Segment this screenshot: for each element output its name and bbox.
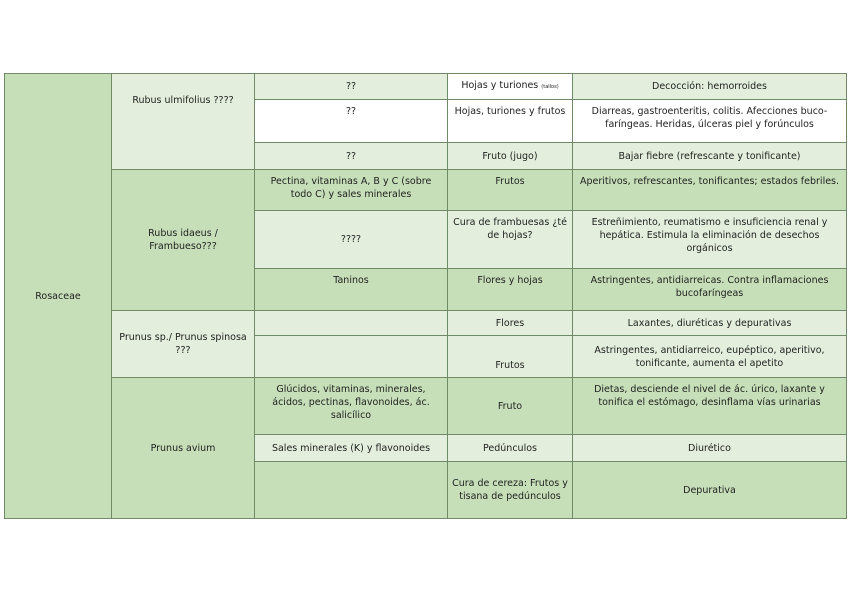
compounds-cell: Pectina, vitaminas A, B y C (sobre todo C) y sales minerales <box>255 170 448 211</box>
part-note: (tallos) <box>541 84 559 90</box>
compounds-cell: Taninos <box>255 269 448 311</box>
species-cell: Rubus idaeus / Frambueso??? <box>112 170 255 311</box>
part-cell: Flores y hojas <box>448 269 573 311</box>
use-cell: Bajar fiebre (refrescante y tonificante) <box>573 143 847 170</box>
part-cell: Cura de cereza: Frutos y tisana de pedúnculos <box>448 462 573 519</box>
compounds-cell: ???? <box>255 211 448 269</box>
table-row <box>5 378 847 435</box>
part-cell: Frutos <box>448 336 573 378</box>
species-cell: Rubus ulmifolius ???? <box>112 74 255 170</box>
part-cell: Fruto <box>448 378 573 435</box>
compounds-cell <box>255 311 448 336</box>
use-cell: Laxantes, diuréticas y depurativas <box>573 311 847 336</box>
part-text: Hojas y turiones <box>461 80 539 91</box>
use-cell: Astringentes, antidiarreicas. Contra inflamaciones bucofaríngeas <box>573 269 847 311</box>
part-cell: Pedúnculos <box>448 435 573 462</box>
compounds-cell: ?? <box>255 143 448 170</box>
use-cell: Depurativa <box>573 462 847 519</box>
part-cell: Fruto (jugo) <box>448 143 573 170</box>
part-cell: Flores <box>448 311 573 336</box>
part-cell <box>448 74 573 100</box>
species-cell: Prunus avium <box>112 378 255 519</box>
part-cell: Frutos <box>448 170 573 211</box>
compounds-cell: Sales minerales (K) y flavonoides <box>255 435 448 462</box>
use-cell: Diurético <box>573 435 847 462</box>
use-cell: Dietas, desciende el nivel de ác. úrico, laxante y tonifica el estómago, desinflama vías urinarias <box>573 378 847 435</box>
table-row <box>5 170 847 211</box>
family-cell: Rosaceae <box>5 74 112 519</box>
table-row <box>5 311 847 336</box>
part-cell: Cura de frambuesas ¿té de hojas? <box>448 211 573 269</box>
compounds-cell: ?? <box>255 74 448 100</box>
plants-table <box>4 73 847 519</box>
species-cell: Prunus sp./ Prunus spinosa ??? <box>112 311 255 378</box>
compounds-cell <box>255 462 448 519</box>
compounds-cell: ?? <box>255 100 448 143</box>
compounds-cell <box>255 336 448 378</box>
use-cell: Estreñimiento, reumatismo e insuficiencia renal y hepática. Estimula la eliminación de desechos orgánicos <box>573 211 847 269</box>
use-cell: Astringentes, antidiarreico, eupéptico, aperitivo, tonificante, aumenta el apetito <box>573 336 847 378</box>
compounds-cell: Glúcidos, vitaminas, minerales, ácidos, pectinas, flavonoides, ác. salicílico <box>255 378 448 435</box>
use-cell: Aperitivos, refrescantes, tonificantes; estados febriles. <box>573 170 847 211</box>
use-cell: Decocción: hemorroides <box>573 74 847 100</box>
table-row <box>5 74 847 100</box>
part-cell: Hojas, turiones y frutos <box>448 100 573 143</box>
use-cell: Diarreas, gastroenteritis, colitis. Afecciones buco-faríngeas. Heridas, úlceras piel y forúnculos <box>573 100 847 143</box>
